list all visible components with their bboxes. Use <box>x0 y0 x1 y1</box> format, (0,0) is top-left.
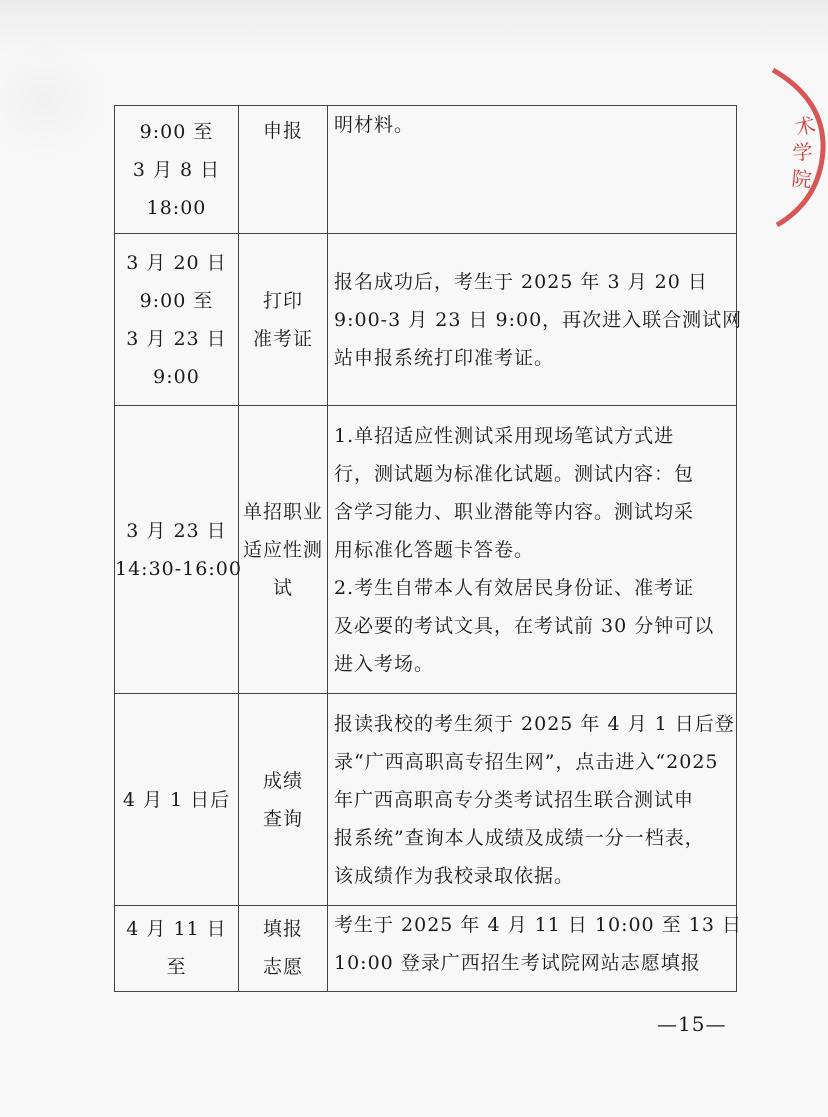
content-line: 站申报系统打印准考证。 <box>334 346 555 369</box>
content-line: 用标准化答题卡答卷。 <box>334 538 535 561</box>
content-line: 9:00-3 月 23 日 9:00，再次进入联合测试网 <box>334 308 743 331</box>
time-line: 9:00 至 <box>139 120 214 143</box>
table-row <box>115 406 737 694</box>
content-cell <box>328 106 737 234</box>
time-cell <box>115 906 239 992</box>
item-cell <box>239 106 328 234</box>
schedule-table <box>114 105 743 992</box>
content-line: 行，测试题为标准化试题。测试内容：包 <box>334 462 695 485</box>
item-line: 查询 <box>262 807 303 830</box>
item-line: 适应性测 <box>242 538 323 561</box>
item-line: 单招职业 <box>242 500 323 523</box>
svg-text:术: 术 <box>793 112 818 140</box>
content-line: 报系统”查询本人成绩及成绩一分一档表， <box>334 826 705 849</box>
item-line: 打印 <box>262 289 303 312</box>
content-line: 及必要的考试文具，在考试前 30 分钟可以 <box>334 614 715 637</box>
table-row <box>115 234 737 406</box>
content-line: 报读我校的考生须于 2025 年 4 月 1 日后登 <box>334 712 735 735</box>
seal-stamp <box>765 40 828 240</box>
item-cell <box>239 694 328 906</box>
time-line: 3 月 23 日 <box>126 327 227 350</box>
content-line: 该成绩作为我校录取依据。 <box>334 864 575 887</box>
time-line: 18:00 <box>146 196 207 219</box>
item-line: 填报 <box>262 918 303 940</box>
content-cell <box>328 694 737 906</box>
content-line: 录“广西高职高专招生网”，点击进入“2025 <box>334 750 719 773</box>
time-line: 4 月 11 日 <box>126 918 227 940</box>
content-line: 1.单招适应性测试采用现场笔试方式进 <box>334 424 675 447</box>
table-row <box>115 694 737 906</box>
content-line: 2.考生自带本人有效居民身份证、准考证 <box>334 576 695 599</box>
item-cell <box>239 406 328 694</box>
content-line: 年广西高职高专分类考试招生联合测试申 <box>334 788 695 811</box>
time-cell <box>115 694 239 906</box>
time-cell <box>115 406 242 694</box>
content-cell <box>328 234 743 406</box>
time-line: 至 <box>166 956 187 978</box>
table-row <box>115 906 737 992</box>
time-line: 3 月 23 日 <box>126 519 227 542</box>
content-line: 明材料。 <box>334 114 415 136</box>
time-line: 3 月 8 日 <box>132 158 221 181</box>
content-line: 考生于 2025 年 4 月 11 日 10:00 至 13 日 <box>334 914 742 936</box>
item-line: 成绩 <box>262 769 303 792</box>
item-line: 志愿 <box>262 956 303 978</box>
item-line: 试 <box>272 576 293 599</box>
svg-text:学: 学 <box>791 139 814 165</box>
item-line: 申报 <box>262 120 303 142</box>
time-cell <box>115 106 239 234</box>
content-line: 进入考场。 <box>334 652 435 675</box>
table-row <box>115 106 737 234</box>
content-line: 10:00 登录广西招生考试院网站志愿填报 <box>334 952 701 974</box>
content-line: 含学习能力、职业潜能等内容。测试均采 <box>334 500 695 523</box>
time-line: 9:00 <box>153 365 200 388</box>
time-line: 4 月 1 日后 <box>122 788 231 811</box>
item-cell <box>239 234 328 406</box>
content-cell <box>328 406 737 694</box>
item-line: 准考证 <box>252 327 313 350</box>
time-cell <box>115 234 239 406</box>
content-cell <box>328 906 742 992</box>
page-number: —15— <box>657 1012 727 1036</box>
svg-text:院: 院 <box>790 166 813 193</box>
time-line: 9:00 至 <box>139 289 214 312</box>
scan-stain <box>0 40 110 160</box>
item-cell <box>239 906 328 992</box>
content-line: 报名成功后，考生于 2025 年 3 月 20 日 <box>334 270 708 293</box>
time-line: 3 月 20 日 <box>126 251 227 274</box>
time-line: 14:30-16:00 <box>115 557 242 580</box>
